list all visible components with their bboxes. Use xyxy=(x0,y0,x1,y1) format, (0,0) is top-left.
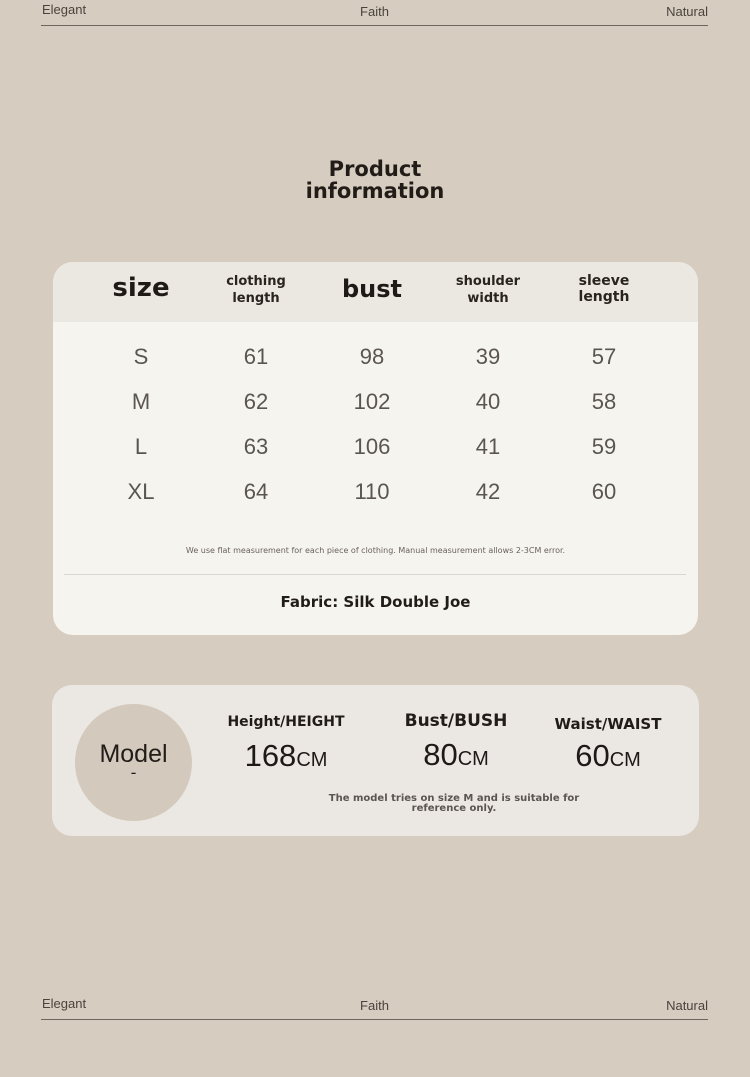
page-title-line-2: information xyxy=(305,179,445,203)
model-bust-unit: CM xyxy=(457,748,489,770)
model-waist-label: Waist/WAIST xyxy=(554,715,662,733)
table-row xyxy=(53,389,698,429)
model-waist-unit: CM xyxy=(609,749,641,771)
model-height-number: 168 xyxy=(244,738,297,773)
table-cell-bust: 98 xyxy=(359,344,385,369)
bottom-bar xyxy=(41,994,708,1020)
model-badge xyxy=(75,704,192,821)
model-bust-number: 80 xyxy=(423,737,458,772)
fabric-label: Fabric: Silk Double Joe xyxy=(280,593,471,611)
bottom-bar-center-text: Faith xyxy=(360,998,389,1013)
top-bar xyxy=(41,0,708,26)
model-note-line-1: The model tries on size M and is suitable for xyxy=(328,793,580,804)
table-cell-shoulder-width: 41 xyxy=(475,434,501,459)
table-cell-size: S xyxy=(133,344,149,369)
header-shoulder-width xyxy=(428,273,548,307)
model-waist-number: 60 xyxy=(575,738,610,773)
table-cell-bust: 106 xyxy=(353,434,391,459)
model-label: Model xyxy=(99,740,168,768)
table-cell-clothing-length: 63 xyxy=(243,434,269,459)
table-cell-clothing-length: 64 xyxy=(243,479,269,504)
size-chart-header xyxy=(53,262,698,322)
header-size: size xyxy=(112,273,170,303)
model-height-value xyxy=(206,738,366,774)
header-clothing-length xyxy=(196,273,316,307)
model-height-label: Height/HEIGHT xyxy=(227,714,345,730)
table-cell-bust: 102 xyxy=(353,389,391,414)
table-cell-shoulder-width: 42 xyxy=(475,479,501,504)
top-bar-left-text: Elegant xyxy=(42,2,87,17)
table-cell-sleeve-length: 58 xyxy=(591,389,617,414)
top-bar-right-text: Natural xyxy=(666,4,708,19)
page-title-line-1: Product xyxy=(328,157,422,181)
table-cell-clothing-length: 61 xyxy=(243,344,269,369)
table-cell-size: L xyxy=(134,434,148,459)
table-cell-size: XL xyxy=(127,479,155,504)
page-title xyxy=(0,158,750,202)
header-bust: bust xyxy=(341,275,403,303)
model-dash: - xyxy=(130,763,137,782)
model-height xyxy=(206,714,366,774)
model-bust xyxy=(376,711,536,773)
table-cell-shoulder-width: 39 xyxy=(475,344,501,369)
table-cell-sleeve-length: 57 xyxy=(591,344,617,369)
model-note-line-2: reference only. xyxy=(411,803,497,814)
table-cell-size: M xyxy=(131,389,151,414)
table-row xyxy=(53,344,698,384)
header-shoulder-width-line-1: shoulder xyxy=(455,274,521,289)
header-sleeve-length-line-1: sleeve xyxy=(578,273,630,289)
top-bar-center-text: Faith xyxy=(360,4,389,19)
model-bust-value xyxy=(376,737,536,773)
table-row xyxy=(53,434,698,474)
divider xyxy=(64,574,686,575)
header-clothing-length-line-2: length xyxy=(232,291,280,306)
model-waist xyxy=(528,715,688,774)
table-row xyxy=(53,479,698,519)
bottom-bar-left-text: Elegant xyxy=(42,996,87,1011)
header-sleeve-length xyxy=(544,273,664,305)
table-cell-shoulder-width: 40 xyxy=(475,389,501,414)
table-cell-sleeve-length: 60 xyxy=(591,479,617,504)
bottom-bar-right-text: Natural xyxy=(666,998,708,1013)
model-waist-value xyxy=(528,738,688,774)
model-note xyxy=(324,794,584,814)
model-bust-label: Bust/BUSH xyxy=(404,711,508,731)
header-shoulder-width-line-2: width xyxy=(467,291,509,306)
header-clothing-length-line-1: clothing xyxy=(226,274,286,289)
table-cell-bust: 110 xyxy=(354,479,390,504)
model-height-unit: CM xyxy=(296,749,328,771)
table-cell-sleeve-length: 59 xyxy=(591,434,617,459)
size-chart-card xyxy=(53,262,698,635)
measurement-note: We use flat measurement for each piece of clothing. Manual measurement allows 2-3CM error. xyxy=(185,546,566,555)
table-cell-clothing-length: 62 xyxy=(243,389,269,414)
model-info-card xyxy=(52,685,699,836)
header-sleeve-length-line-2: length xyxy=(578,289,630,305)
